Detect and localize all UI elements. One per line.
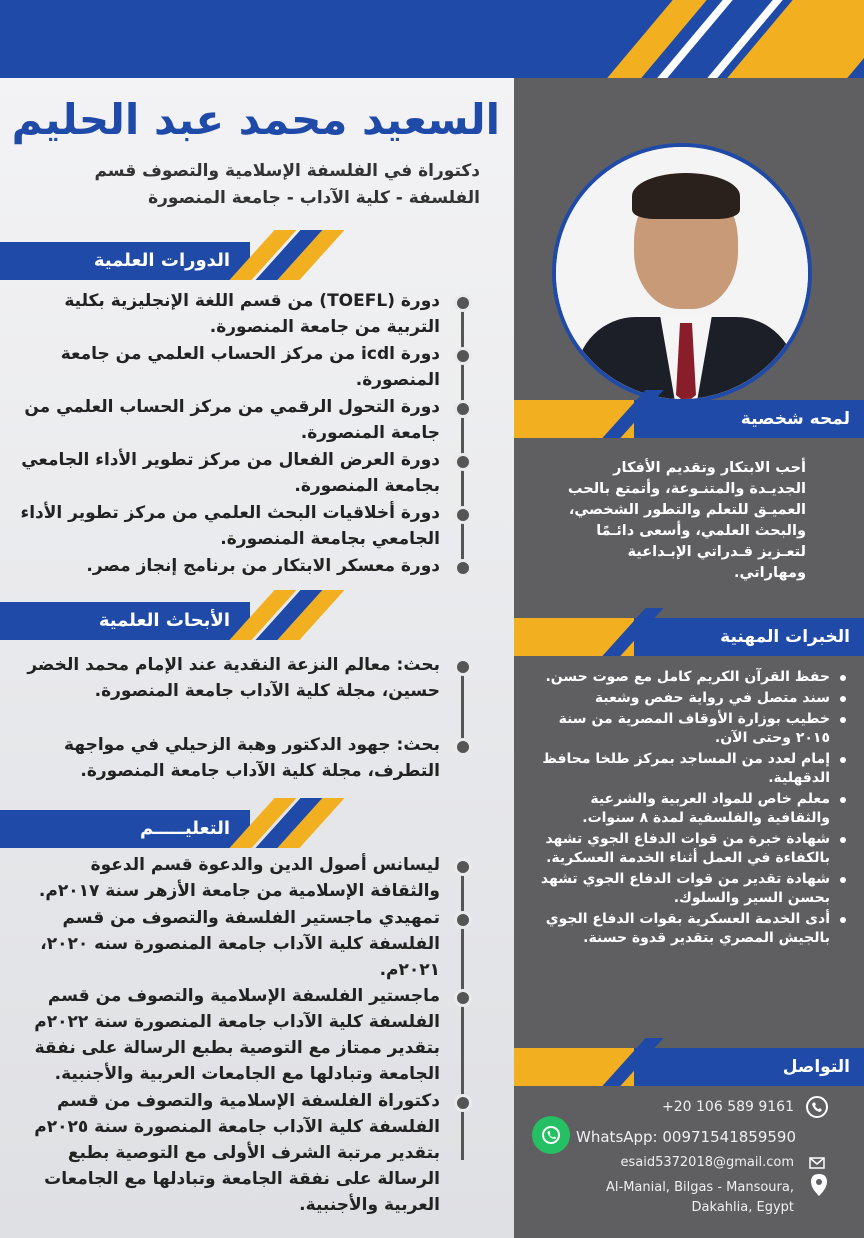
person-subtitle: دكتوراة في الفلسفة الإسلامية والتصوف قسم الفلسفة - كلية الآداب - جامعة المنصورة bbox=[94, 161, 480, 208]
list-item: دورة أخلاقيات البحث العلمي من مركز تطوير الأداء الجامعي بجامعة المنصورة. bbox=[20, 500, 500, 553]
person-name: السعيد محمد عبد الحليم bbox=[11, 95, 500, 144]
experience-header bbox=[514, 618, 864, 656]
experience-list bbox=[540, 668, 850, 950]
education-list bbox=[20, 852, 500, 1218]
list-item: شهادة تقدير من قوات الدفاع الجوي تشهد بحسن السير والسلوك. bbox=[540, 870, 850, 908]
list-item: بحث: معالم النزعة النقدية عند الإمام محمد الخضر حسين، مجلة كلية الآداب جامعة المنصورة. bbox=[20, 652, 500, 732]
profile-title: لمحه شخصية bbox=[740, 409, 850, 429]
list-item: دورة icdl من مركز الحساب العلمي من جامعة المنصورة. bbox=[20, 341, 500, 394]
whatsapp-number[interactable]: WhatsApp: 00971541859590 bbox=[576, 1128, 796, 1146]
courses-title: الدورات العلمية bbox=[93, 250, 230, 271]
courses-list bbox=[20, 288, 500, 581]
list-item: تمهيدي ماجستير الفلسفة والتصوف من قسم الفلسفة كلية الآداب جامعة المنصورة سنه ٢٠٢٠، ٢٠٢١م. bbox=[20, 905, 500, 983]
experience-title: الخبرات المهنية bbox=[720, 627, 850, 647]
profile-text: أحب الابتكار وتقديم الأفكار الجديـدة والمتنـوعة، وأتمتع بالحب العميـق للتعلم والتطور الشخصي، والبحث العلمي، وأسعى دائـمًا لتعـزيز قـدراتي الإبـداعية ومهاراتي. bbox=[567, 460, 806, 581]
list-item: سند متصل في رواية حفص وشعبة bbox=[540, 689, 850, 708]
contact-header bbox=[514, 1048, 864, 1086]
email-icon bbox=[808, 1155, 826, 1171]
list-item: دورة (TOEFL) من قسم اللغة الإنجليزية بكلية التربية من جامعة المنصورة. bbox=[20, 288, 500, 341]
top-banner bbox=[0, 0, 864, 78]
profile-photo bbox=[552, 143, 812, 403]
list-item: دورة التحول الرقمي من مركز الحساب العلمي من جامعة المنصورة. bbox=[20, 394, 500, 447]
list-item: إمام لعدد من المساجد بمركز طلخا محافظ الدقهلية. bbox=[540, 750, 850, 788]
whatsapp-icon bbox=[532, 1116, 570, 1154]
research-title: الأبحاث العلمية bbox=[98, 610, 230, 631]
phone-icon bbox=[806, 1096, 828, 1118]
list-item: معلم خاص للمواد العربية والشرعية والثقافية والفلسفية لمدة ٨ سنوات. bbox=[540, 790, 850, 828]
list-item: دورة معسكر الابتكار من برنامج إنجاز مصر. bbox=[20, 553, 500, 581]
education-title: التعليـــــم bbox=[139, 818, 230, 839]
list-item: شهادة خبرة من قوات الدفاع الجوي تشهد بالكفاءة في العمل أثناء الخدمة العسكرية. bbox=[540, 830, 850, 868]
list-item: دكتوراة الفلسفة الإسلامية والتصوف من قسم الفلسفة كلية الآداب جامعة المنصورة سنة ٢٠٢٥م بتقدير مرتبة الشرف الأولى مع التوصية بطبع الرسالة على نفقة الجامعة وتبادلها مع الجامعات العربية والأجنبية. bbox=[20, 1088, 500, 1218]
research-list bbox=[20, 652, 500, 786]
research-header bbox=[0, 602, 330, 640]
list-item: ماجستير الفلسفة الإسلامية والتصوف من قسم الفلسفة كلية الآداب جامعة المنصورة سنة ٢٠٢٢م بتقدير ممتاز مع التوصية بطبع الرسالة على نفقة الجامعة وتبادلها مع الجامعات العربية والأجنبية. bbox=[20, 983, 500, 1088]
list-item: أدى الخدمة العسكرية بقوات الدفاع الجوي بالجيش المصري بتقدير قدوة حسنة. bbox=[540, 910, 850, 948]
courses-header bbox=[0, 242, 330, 280]
list-item: خطيب بوزارة الأوقاف المصرية من سنة ٢٠١٥ وحتى الآن. bbox=[540, 710, 850, 748]
email-address[interactable]: esaid5372018@gmail.com bbox=[620, 1155, 794, 1170]
address: Al-Manial, Bilgas - Mansoura, Dakahlia, Egypt bbox=[606, 1180, 794, 1215]
phone-number[interactable]: +20 106 589 9161 bbox=[662, 1099, 794, 1115]
list-item: بحث: جهود الدكتور وهبة الزحيلي في مواجهة التطرف، مجلة كلية الآداب جامعة المنصورة. bbox=[20, 732, 500, 786]
location-pin-icon bbox=[808, 1172, 830, 1198]
list-item: حفظ القرآن الكريم كامل مع صوت حسن. bbox=[540, 668, 850, 687]
education-header bbox=[0, 810, 330, 848]
profile-header bbox=[514, 400, 864, 438]
list-item: دورة العرض الفعال من مركز تطوير الأداء الجامعي بجامعة المنصورة. bbox=[20, 447, 500, 500]
contact-title: التواصل bbox=[782, 1057, 850, 1077]
list-item: ليسانس أصول الدين والدعوة قسم الدعوة والثقافة الإسلامية من جامعة الأزهر سنة ٢٠١٧م. bbox=[20, 852, 500, 905]
